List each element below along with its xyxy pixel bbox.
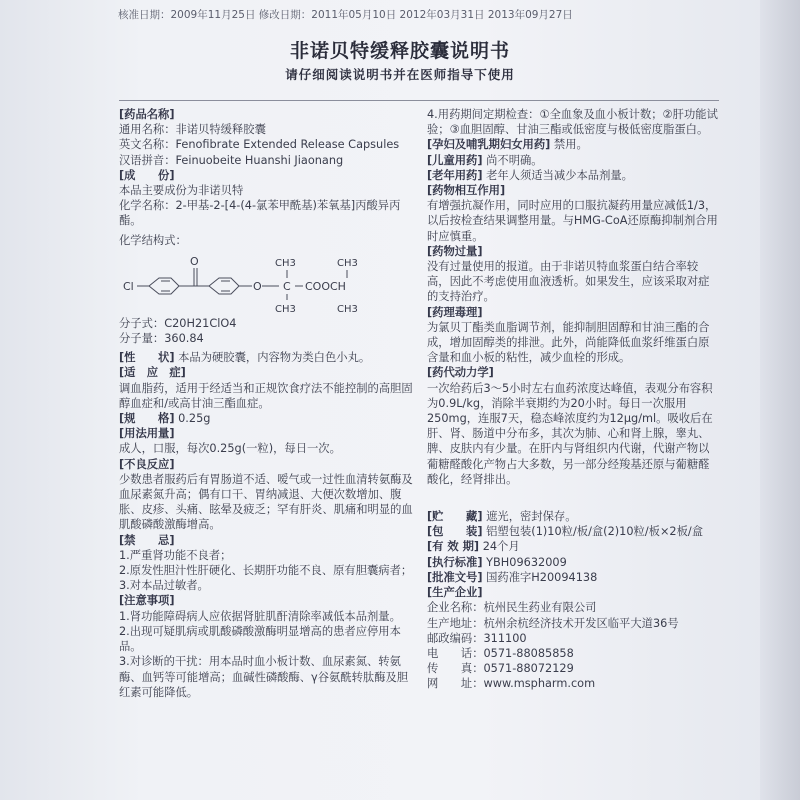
section-heading-pregnancy: [孕妇及哺乳期妇女用药]	[427, 138, 551, 152]
company-name: 企业名称：杭州民生药业有限公司	[427, 601, 597, 615]
chlorine-label: Cl	[123, 279, 134, 293]
section-heading-contraindications: [禁 忌]	[119, 533, 175, 547]
pregnancy-text: 禁用。	[553, 138, 588, 152]
english-name: 英文名称：Fenofibrate Extended Release Capsules	[119, 138, 400, 152]
pharmacokinetics-text: 一次给药后3～5小时左右血药浓度达峰值，表观分布容积为0.9L/kg，消除半衰期约为20小时。每日一次服用250mg，连服7天，稳态峰浓度约为12μg/ml。吸收后在肝、肾、肠道中分布多，其次为肺、心和肾上腺，睾丸、脾、皮肤内有少量。在肝内与肾组织内代谢，代谢产物以葡糖醛酸化产物占大多数，另一部分经羧基还原与葡糖醛酸化，经肾排出。	[427, 381, 713, 486]
company-zip: 邮政编码：311100	[427, 631, 527, 645]
section-heading-overdose: [药物过量]	[427, 244, 483, 258]
usage-text: 成人，口服，每次0.25g(一粒)，每日一次。	[119, 442, 341, 456]
structure-label: 化学结构式：	[119, 233, 187, 247]
caution-4: 4.用药期间定期检查：①全血象及血小板计数；②肝功能试验；③血胆固醇、甘油三酯或低密度与极低密度脂蛋白。	[427, 108, 718, 137]
contraindication-2: 2.原发性胆汁性肝硬化、长期肝功能不良、原有胆囊病者；	[119, 564, 413, 578]
section-heading-storage: [贮 藏]	[427, 510, 483, 524]
company-website: 网 址：www.mspharm.com	[427, 677, 596, 691]
ether-oxygen-label: O	[253, 279, 262, 293]
section-heading-standard: [执行标准]	[427, 555, 483, 569]
caution-1: 1.肾功能障碍病人应依据肾脏肌酐清除率减低本品剂量。	[119, 609, 401, 623]
approval-text: 国药准字H20094138	[486, 570, 598, 584]
elderly-text: 老年人须适当减少本品剂量。	[486, 168, 633, 182]
background-edge	[760, 0, 800, 800]
ester-group-label: COOCH	[305, 279, 346, 293]
pinyin-name: 汉语拼音：Feinuobeite Huanshi Jiaonang	[119, 153, 344, 167]
section-heading-indication: [适 应 症]	[119, 366, 186, 380]
section-heading-validity: [有 效 期]	[427, 540, 480, 554]
section-heading-interactions: [药物相互作用]	[427, 184, 506, 198]
revision-dates: 核准日期：2009年11月25日 修改日期：2011年05月10日 2012年03月31日 2013年09月27日	[118, 9, 573, 21]
caution-3: 3.对诊断的干扰：用本品时血小板计数、血尿素氮、转氨酶、血钙等可能增高；血碱性磷酸酶、γ谷氨酰转肽酶及胆红素可能降低。	[119, 655, 409, 699]
overdose-text: 没有过量使用的报道。由于非诺贝特血浆蛋白结合率较高，因此不考虑使用血液透析。如果发生，应该采取对症的支持治疗。	[427, 260, 710, 304]
validity-text: 24个月	[482, 540, 520, 554]
section-heading-usage: [用法用量]	[119, 427, 175, 441]
package-text: 铝塑包装(1)10粒/板/盒(2)10粒/板×2板/盒	[486, 525, 704, 539]
molecular-formula: 分子式：C20H21ClO4	[119, 316, 237, 330]
interaction-text: 有增强抗凝作用，同时应用的口服抗凝药用量应减低1/3，以后按检查结果调整用量。与HMG-CoA还原酶抑制剂合用时应慎重。	[427, 199, 718, 243]
section-heading-character: [性 状]	[119, 351, 175, 365]
section-heading-pharmacokinetics: [药代动力学]	[427, 366, 494, 380]
molecular-weight: 分子量：360.84	[119, 332, 204, 346]
company-address: 生产地址：杭州余杭经济技术开发区临平大道36号	[427, 616, 679, 630]
document-subtitle: 请仔细阅读说明书并在医师指导下使用	[285, 67, 515, 82]
section-heading-approval: [批准文号]	[427, 570, 483, 584]
isopropyl-methyl-top-label: CH3	[337, 257, 358, 269]
section-heading-manufacturer: [生产企业]	[427, 586, 483, 600]
character-text: 本品为硬胶囊，内容物为类白色小丸。	[178, 351, 371, 365]
caution-2: 2.出现可疑肌病或肌酸磷酸激酶明显增高的患者应停用本品。	[119, 624, 401, 654]
pharmacology-text: 为氯贝丁酯类血脂调节剂，能抑制胆固醇和甘油三酯的合成，增加固醇类的排泄。此外，尚能降低血浆纤维蛋白原含量和血小板的粘性，减少血栓的形成。	[427, 320, 710, 365]
section-heading-package: [包 装]	[427, 525, 483, 539]
section-heading-drug-name: [药品名称]	[119, 108, 175, 121]
spec-text: 0.25g	[178, 412, 211, 426]
storage-text: 遮光，密封保存。	[486, 510, 577, 524]
section-heading-composition: [成 份]	[119, 168, 175, 182]
company-phone: 电 话：0571-88085858	[427, 646, 574, 660]
indication-text: 调血脂药，适用于经适当和正规饮食疗法不能控制的高胆固醇血症和/或高甘油三酯血症。	[119, 381, 413, 410]
contraindication-1: 1.严重肾功能不良者；	[119, 548, 232, 562]
isopropyl-methyl-bottom-label: CH3	[337, 303, 358, 315]
company-fax: 传 真：0571-88072129	[427, 662, 574, 676]
left-column	[119, 107, 415, 700]
generic-name: 通用名称：非诺贝特缓释胶囊	[119, 123, 266, 137]
section-heading-children: [儿童用药]	[427, 153, 483, 167]
section-heading-pharmacology: [药理毒理]	[427, 305, 483, 319]
methyl-top-label: CH3	[275, 257, 296, 269]
composition-main: 本品主要成份为非诺贝特	[119, 184, 244, 198]
methyl-bottom-label: CH3	[275, 303, 296, 315]
chemical-name: 化学名称：2-甲基-2-[4-(4-氯苯甲酰基)苯氧基]丙酸异丙酯。	[119, 199, 401, 228]
right-column	[427, 107, 719, 692]
title-divider	[119, 100, 719, 101]
quaternary-carbon-label: C	[283, 279, 291, 293]
section-heading-spec: [规 格]	[119, 412, 175, 426]
children-text: 尚不明确。	[486, 153, 543, 167]
standard-text: YBH09632009	[486, 555, 567, 569]
adverse-text: 少数患者服药后有胃肠道不适、嗳气或一过性血清转氨酶及血尿素氮升高；偶有口干、胃纳减退、大便次数增加、腹胀、皮疹、头痛、眩晕及疲乏；罕有肝炎、肌痛和明显的血肌酸磷酸激酶增高。	[119, 472, 413, 532]
contraindication-3: 3.对本品过敏者。	[119, 579, 209, 593]
chemical-structure	[119, 248, 415, 316]
chemical-structure-drawing	[119, 248, 415, 316]
section-heading-cautions: [注意事项]	[119, 594, 175, 608]
carbonyl-oxygen-label: O	[190, 254, 199, 268]
section-heading-elderly: [老年用药]	[427, 168, 483, 182]
document-title: 非诺贝特缓释胶囊说明书	[289, 40, 510, 62]
section-heading-adverse: [不良反应]	[119, 457, 175, 471]
